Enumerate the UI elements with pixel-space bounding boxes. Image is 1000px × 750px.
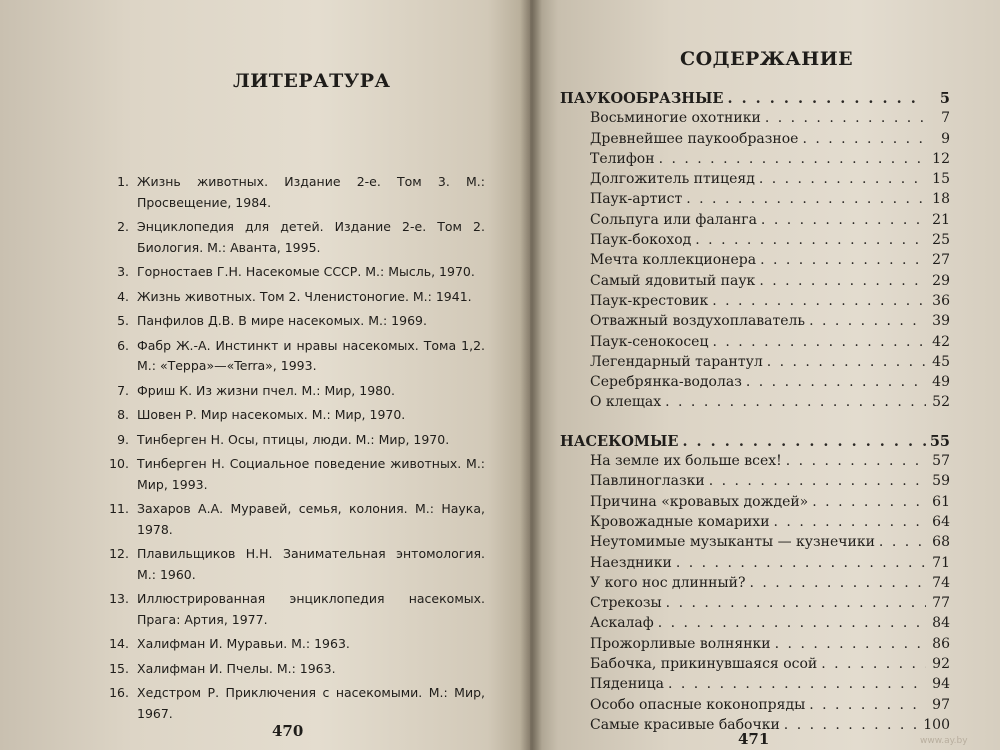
toc-section-gap [560,415,950,433]
toc-leader-dots [759,273,926,289]
toc-entry-row [560,313,950,333]
toc-entry-row [560,151,950,171]
toc-entry-label: Пяденица [590,676,664,693]
toc-leader-dots [709,473,926,489]
reference-text: Тинберген Н. Осы, птицы, люди. М.: Мир, 1970. [137,431,450,447]
toc-entry-row [560,494,950,514]
toc-entry-row [560,473,950,493]
reference-text: Жизнь животных. Том 2. Членистоногие. М.: 1941. [137,288,472,304]
toc-entry-label: Сольпуга или фаланга [590,211,757,228]
reference-number: 14. [109,636,129,651]
reference-text: Халифман И. Муравьи. М.: 1963. [137,636,350,651]
toc-entry-label: Причина «кровавых дождей» [590,493,809,510]
reference-text: Тинберген Н. Социальное поведение животных. М.: Мир, 1993. [137,456,485,492]
toc-leader-dots [759,171,926,187]
reference-list [105,172,485,728]
toc-page-number: 92 [932,656,950,673]
toc-entry-row [560,334,950,354]
toc-entry-label: Кровожадные комарихи [590,513,770,530]
toc-page-number: 97 [932,696,950,713]
toc-page-number: 59 [932,473,950,490]
toc-leader-dots [668,676,926,692]
reference-item [105,499,485,540]
toc-leader-dots [760,252,926,268]
book-gutter [520,0,542,750]
toc-section-row [560,90,950,110]
reference-number: 4. [117,288,129,304]
toc-page-number: 55 [929,432,950,450]
toc-entry-row [560,232,950,252]
toc-entry-row [560,131,950,151]
toc-entry-row [560,394,950,414]
reference-text: Халифман И. Пчелы. М.: 1963. [137,660,336,676]
toc-entry-row [560,534,950,554]
toc-leader-dots [695,232,926,248]
toc-leader-dots [686,191,926,207]
reference-number: 8. [117,407,129,422]
toc-entry-label: Легендарный тарантул [590,353,763,370]
toc-entry-row [560,212,950,232]
toc-entry-label: Неутомимые музыканты — кузнечики [590,534,875,551]
reference-item [105,172,485,213]
toc-entry-label: Наездники [590,554,672,571]
toc-leader-dots [812,494,926,510]
toc-leader-dots [786,453,926,469]
toc-page-number: 39 [932,313,950,330]
toc-leader-dots [659,151,926,167]
toc-page-number: 12 [932,150,950,167]
toc-entry-row [560,293,950,313]
toc-leader-dots [676,555,926,571]
toc-page-number: 77 [932,595,950,612]
reference-number: 12. [109,546,129,561]
reference-number: 11. [109,501,129,516]
toc-entry-label: Мечта коллекционера [590,252,757,269]
reference-number: 15. [109,660,129,676]
toc-entry-row [560,676,950,696]
reference-number: 9. [117,431,129,447]
toc-leader-dots [809,697,926,713]
toc-entry-label: Аскалаф [590,615,654,632]
toc-page-number: 5 [939,90,950,107]
toc-entry-row [560,656,950,676]
toc-page-number: 25 [932,232,950,249]
toc-entry-label: Особо опасные коконопряды [590,696,806,713]
toc-leader-dots [682,433,925,450]
reference-item [105,430,485,451]
toc-leader-dots [665,394,926,410]
toc-page-number: 15 [932,171,950,188]
toc-page-number: 45 [932,353,950,370]
toc-section-title: НАСЕКОМЫЕ [560,432,679,450]
toc-entry-row [560,273,950,293]
toc-page-number: 61 [932,493,950,510]
toc-leader-dots [658,615,926,631]
toc-leader-dots [765,110,926,126]
reference-number: 5. [117,313,129,328]
contents-heading: СОДЕРЖАНИЕ [680,48,854,70]
reference-text: Иллюстрированная энциклопедия насекомых. Прага: Артия, 1977. [137,591,485,627]
reference-text: Энциклопедия для детей. Издание 2-е. Том 2. Биология. М.: Аванта, 1995. [137,219,485,255]
reference-item [105,544,485,585]
toc-entry-label: Паук-артист [590,191,683,208]
reference-item [105,659,485,680]
toc-page-number: 74 [932,574,950,591]
toc-leader-dots [666,595,926,611]
reference-text: Фабр Ж.-А. Инстинкт и нравы насекомых. Тома 1,2. М.: «Терра»—«Terra», 1993. [137,337,485,373]
toc-page-number: 64 [932,513,950,530]
toc-leader-dots [761,212,926,228]
toc-entry-row [560,453,950,473]
reference-text: Фриш К. Из жизни пчел. М.: Мир, 1980. [137,382,396,398]
toc-page-number: 9 [941,130,950,147]
toc-page-number: 71 [932,554,950,571]
toc-page-number: 84 [932,615,950,632]
reference-item [105,311,485,332]
toc-page-number: 86 [932,635,950,652]
literature-heading: ЛИТЕРАТУРА [233,70,391,92]
toc-leader-dots [746,374,926,390]
toc-leader-dots [767,354,926,370]
toc-page-number: 42 [932,333,950,350]
toc-entry-row [560,697,950,717]
toc-page-number: 27 [932,252,950,269]
reference-number: 2. [117,219,129,234]
reference-item [105,262,485,283]
toc-entry-label: Паук-сенокосец [590,333,709,350]
toc-entry-label: На земле их больше всех! [590,453,782,470]
reference-text: Горностаев Г.Н. Насекомые СССР. М.: Мысль, 1970. [137,264,475,279]
toc-entry-label: Самые красивые бабочки [590,716,780,733]
toc-page-number: 21 [932,211,950,228]
toc-entry-row [560,171,950,191]
reference-item [105,589,485,630]
reference-number: 1. [117,174,129,189]
toc-leader-dots [879,534,926,550]
toc-leader-dots [775,636,926,652]
toc-entry-label: Стрекозы [590,595,662,612]
toc-leader-dots [809,313,926,329]
toc-section-title: ПАУКООБРАЗНЫЕ [560,90,724,107]
toc-page-number: 49 [932,374,950,391]
toc-leader-dots [774,514,926,530]
toc-entry-row [560,595,950,615]
toc-entry-row [560,514,950,534]
reference-number: 10. [109,456,129,471]
toc-entry-label: Паук-крестовик [590,292,709,309]
toc-leader-dots [821,656,926,672]
watermark: www.ay.by [920,736,968,746]
toc-entry-label: Бабочка, прикинувшаяся осой [590,656,818,673]
toc-section-row [560,433,950,453]
reference-text: Жизнь животных. Издание 2-е. Том 3. М.: Просвещение, 1984. [137,174,485,210]
toc-entry-row [560,636,950,656]
reference-text: Захаров А.А. Муравей, семья, колония. М.: Наука, 1978. [137,501,485,537]
toc-page-number: 29 [932,272,950,289]
toc-page-number: 57 [932,453,950,470]
toc-entry-row [560,374,950,394]
reference-number: 7. [117,382,129,398]
toc-entry-row [560,555,950,575]
toc-entry-label: О клещах [590,394,662,411]
toc-entry-label: Телифон [590,150,655,167]
toc-leader-dots [727,90,926,107]
toc-entry-row [560,575,950,595]
toc-entry-label: Отважный воздухоплаватель [590,313,806,330]
toc-entry-label: Самый ядовитый паук [590,272,756,289]
reference-item [105,217,485,258]
toc-entry-row [560,615,950,635]
toc-entry-label: У кого нос длинный? [590,574,746,591]
toc-entry-label: Древнейшее паукообразное [590,130,799,147]
toc-entry-row [560,252,950,272]
toc-entry-label: Восьминогие охотники [590,110,761,127]
reference-item [105,287,485,308]
reference-item [105,405,485,426]
reference-text: Панфилов Д.В. В мире насекомых. М.: 1969. [137,313,427,328]
toc-entry-label: Долгожитель птицеяд [590,171,755,188]
toc-entry-label: Прожорливые волнянки [590,635,771,652]
toc-page-number: 36 [932,292,950,309]
toc-page-number: 94 [932,676,950,693]
reference-item [105,336,485,377]
toc-leader-dots [802,131,926,147]
page-number-right: 471 [738,730,770,748]
toc-entry-label: Серебрянка-водолаз [590,374,742,391]
toc-entry-row [560,191,950,211]
reference-item [105,683,485,724]
toc-leader-dots [712,334,926,350]
reference-text: Плавильщиков Н.Н. Занимательная энтомология. М.: 1960. [137,546,485,582]
reference-number: 3. [117,264,129,279]
reference-number: 16. [109,685,129,700]
toc-entry-label: Павлиноглазки [590,473,705,490]
toc-leader-dots [784,717,919,733]
toc-page-number: 100 [923,716,950,733]
reference-text: Шовен Р. Мир насекомых. М.: Мир, 1970. [137,407,406,422]
toc-page-number: 18 [932,191,950,208]
toc-page-number: 52 [932,394,950,411]
table-of-contents [560,90,950,737]
toc-entry-row [560,354,950,374]
reference-number: 13. [109,591,129,606]
reference-number: 6. [117,337,129,353]
reference-text: Хедстром Р. Приключения с насекомыми. М.: Мир, 1967. [137,685,485,721]
page-number-left: 470 [272,722,304,740]
toc-page-number: 68 [932,534,950,551]
toc-leader-dots [712,293,926,309]
toc-entry-row [560,110,950,130]
reference-item [105,454,485,495]
reference-item [105,381,485,402]
toc-leader-dots [750,575,927,591]
toc-entry-label: Паук-бокоход [590,232,692,249]
toc-page-number: 7 [941,110,950,127]
reference-item [105,634,485,655]
